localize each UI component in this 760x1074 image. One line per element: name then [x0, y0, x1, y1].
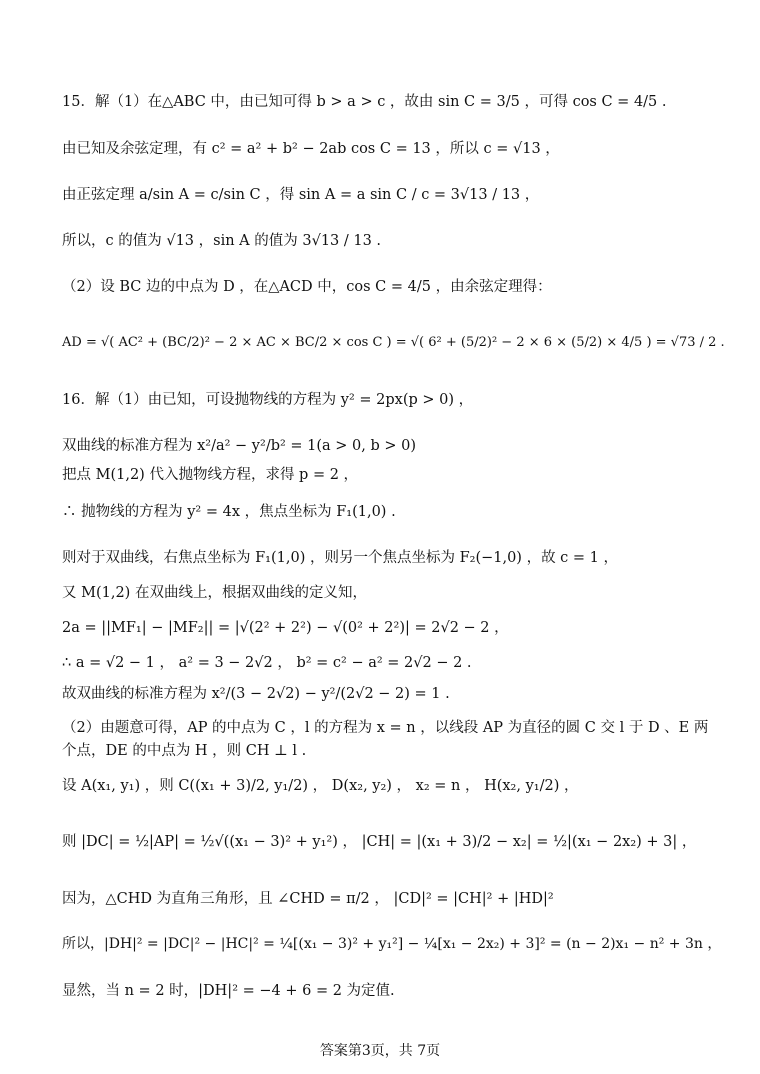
text-line: （2）由题意可得，AP 的中点为 C ，l 的方程为 x = n ，以线段 AP 为直径的圆 C 交 l 于 D 、E 两: [62, 720, 709, 736]
text-line: 16．解（1）由已知，可设抛物线的方程为 y² = 2px(p > 0) ，: [62, 392, 474, 408]
text-line: 由正弦定理 a/sin A = c/sin C ，得 sin A = a sin C / c = 3√13 / 13 ，: [62, 187, 540, 203]
text-line: 所以，|DH|² = |DC|² − |HC|² = ¼[(x₁ − 3)² + y₁²] − ¼[x₁ − 2x₂) + 3]² = (n − 2)x₁ − n² + 3n ，: [62, 936, 722, 952]
text-line: 则对于双曲线，右焦点坐标为 F₁(1,0) ，则另一个焦点坐标为 F₂(−1,0) ，故 c = 1 ，: [62, 550, 619, 566]
text-line: 所以，c 的值为 √13 ，sin A 的值为 3√13 / 13 .: [62, 233, 382, 249]
text-line: 15．解（1）在△ABC 中，由已知可得 b > a > c ，故由 sin C = 3/5 ，可得 cos C = 4/5 .: [62, 94, 667, 110]
text-line: 故双曲线的标准方程为 x²/(3 − 2√2) − y²/(2√2 − 2) = 1 .: [62, 686, 450, 702]
page-footer: 答案第3页，共 7页: [319, 1043, 441, 1059]
text-line: （2）设 BC 边的中点为 D ，在△ACD 中，cos C = 4/5 ，由余弦定理得：: [62, 279, 552, 295]
text-line: ∴ a = √2 − 1 ， a² = 3 − 2√2 ， b² = c² − a² = 2√2 − 2 .: [62, 655, 472, 671]
text-line: 则 |DC| = ½|AP| = ½√((x₁ − 3)² + y₁²) ， |CH| = |(x₁ + 3)/2 − x₂| = ½|(x₁ − 2x₂) + 3| ，: [62, 834, 697, 850]
text-line: 2a = ||MF₁| − |MF₂|| = |√(2² + 2²) − √(0² + 2²)| = 2√2 − 2 ，: [62, 620, 509, 636]
text-line: ∴ 抛物线的方程为 y² = 4x ，焦点坐标为 F₁(1,0) .: [62, 504, 396, 520]
text-line: 设 A(x₁, y₁) ，则 C((x₁ + 3)/2, y₁/2) ， D(x₂, y₂) ， x₂ = n ， H(x₂, y₁/2) ，: [62, 778, 579, 794]
text-line: 因为，△CHD 为直角三角形，且 ∠CHD = π/2 ， |CD|² = |CH|² + |HD|²: [62, 891, 554, 907]
text-line: 个点，DE 的中点为 H ，则 CH ⊥ l .: [62, 743, 307, 759]
text-line: AD = √( AC² + (BC/2)² − 2 × AC × BC/2 × cos C ) = √( 6² + (5/2)² − 2 × 6 × (5/2) × 4/5 ) = √73 / 2 .: [62, 335, 725, 350]
text-line: 由已知及余弦定理，有 c² = a² + b² − 2ab cos C = 13 ，所以 c = √13 ，: [62, 141, 560, 157]
text-line: 又 M(1,2) 在双曲线上，根据双曲线的定义知，: [62, 585, 367, 601]
text-line: 显然，当 n = 2 时，|DH|² = −4 + 6 = 2 为定值.: [62, 983, 395, 999]
text-line: 把点 M(1,2) 代入抛物线方程，求得 p = 2 ，: [62, 467, 359, 483]
text-line: 双曲线的标准方程为 x²/a² − y²/b² = 1(a > 0, b > 0): [62, 438, 417, 454]
